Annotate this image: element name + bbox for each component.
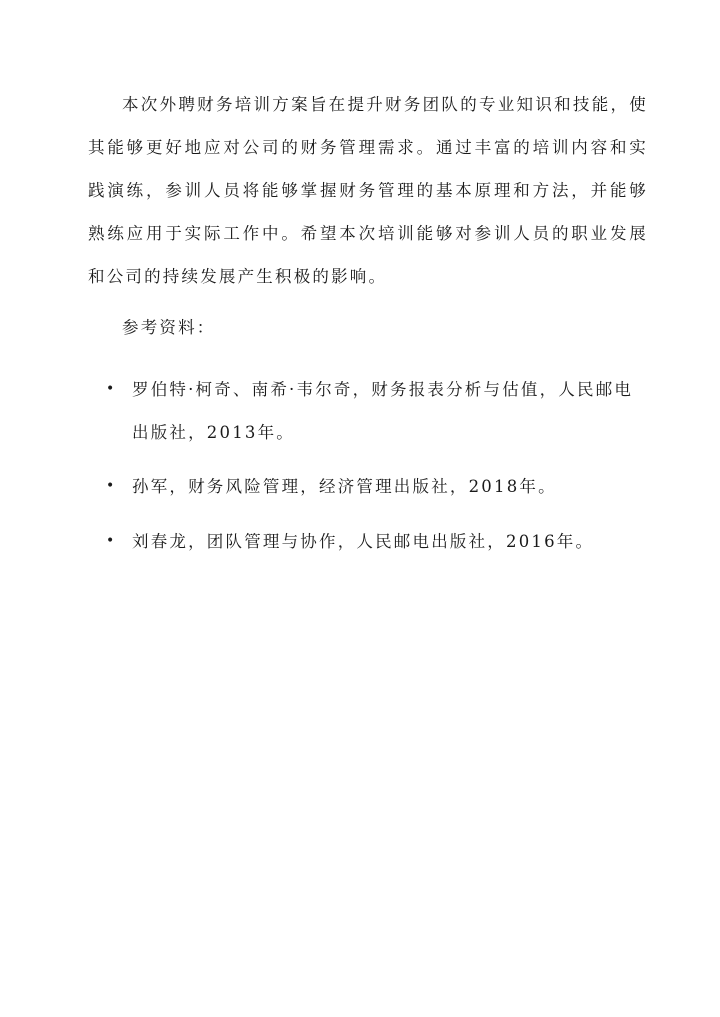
reference-text: 罗伯特·柯奇、南希·韦尔奇，财务报表分析与估值，人民邮电出版社，2013年。 — [132, 380, 634, 442]
reference-text: 刘春龙，团队管理与协作，人民邮电出版社，2016年。 — [132, 532, 595, 551]
reference-item — [106, 465, 646, 508]
reference-text: 孙军，财务风险管理，经济管理出版社，2018年。 — [132, 477, 557, 496]
bullet-icon: • — [106, 381, 117, 397]
bullet-icon: • — [106, 478, 117, 494]
reference-item — [106, 520, 646, 563]
body-paragraph: 本次外聘财务培训方案旨在提升财务团队的专业知识和技能，使其能够更好地应对公司的财务管理需求。通过丰富的培训内容和实践演练，参训人员将能够掌握财务管理的基本原理和方法，并能够熟练应用于实际工作中。希望本次培训能够对参训人员的职业发展和公司的持续发展产生积极的影响。 — [88, 95, 648, 286]
references-heading: 参考资料： — [122, 318, 216, 337]
bullet-icon: • — [106, 533, 117, 549]
reference-item — [106, 368, 646, 454]
